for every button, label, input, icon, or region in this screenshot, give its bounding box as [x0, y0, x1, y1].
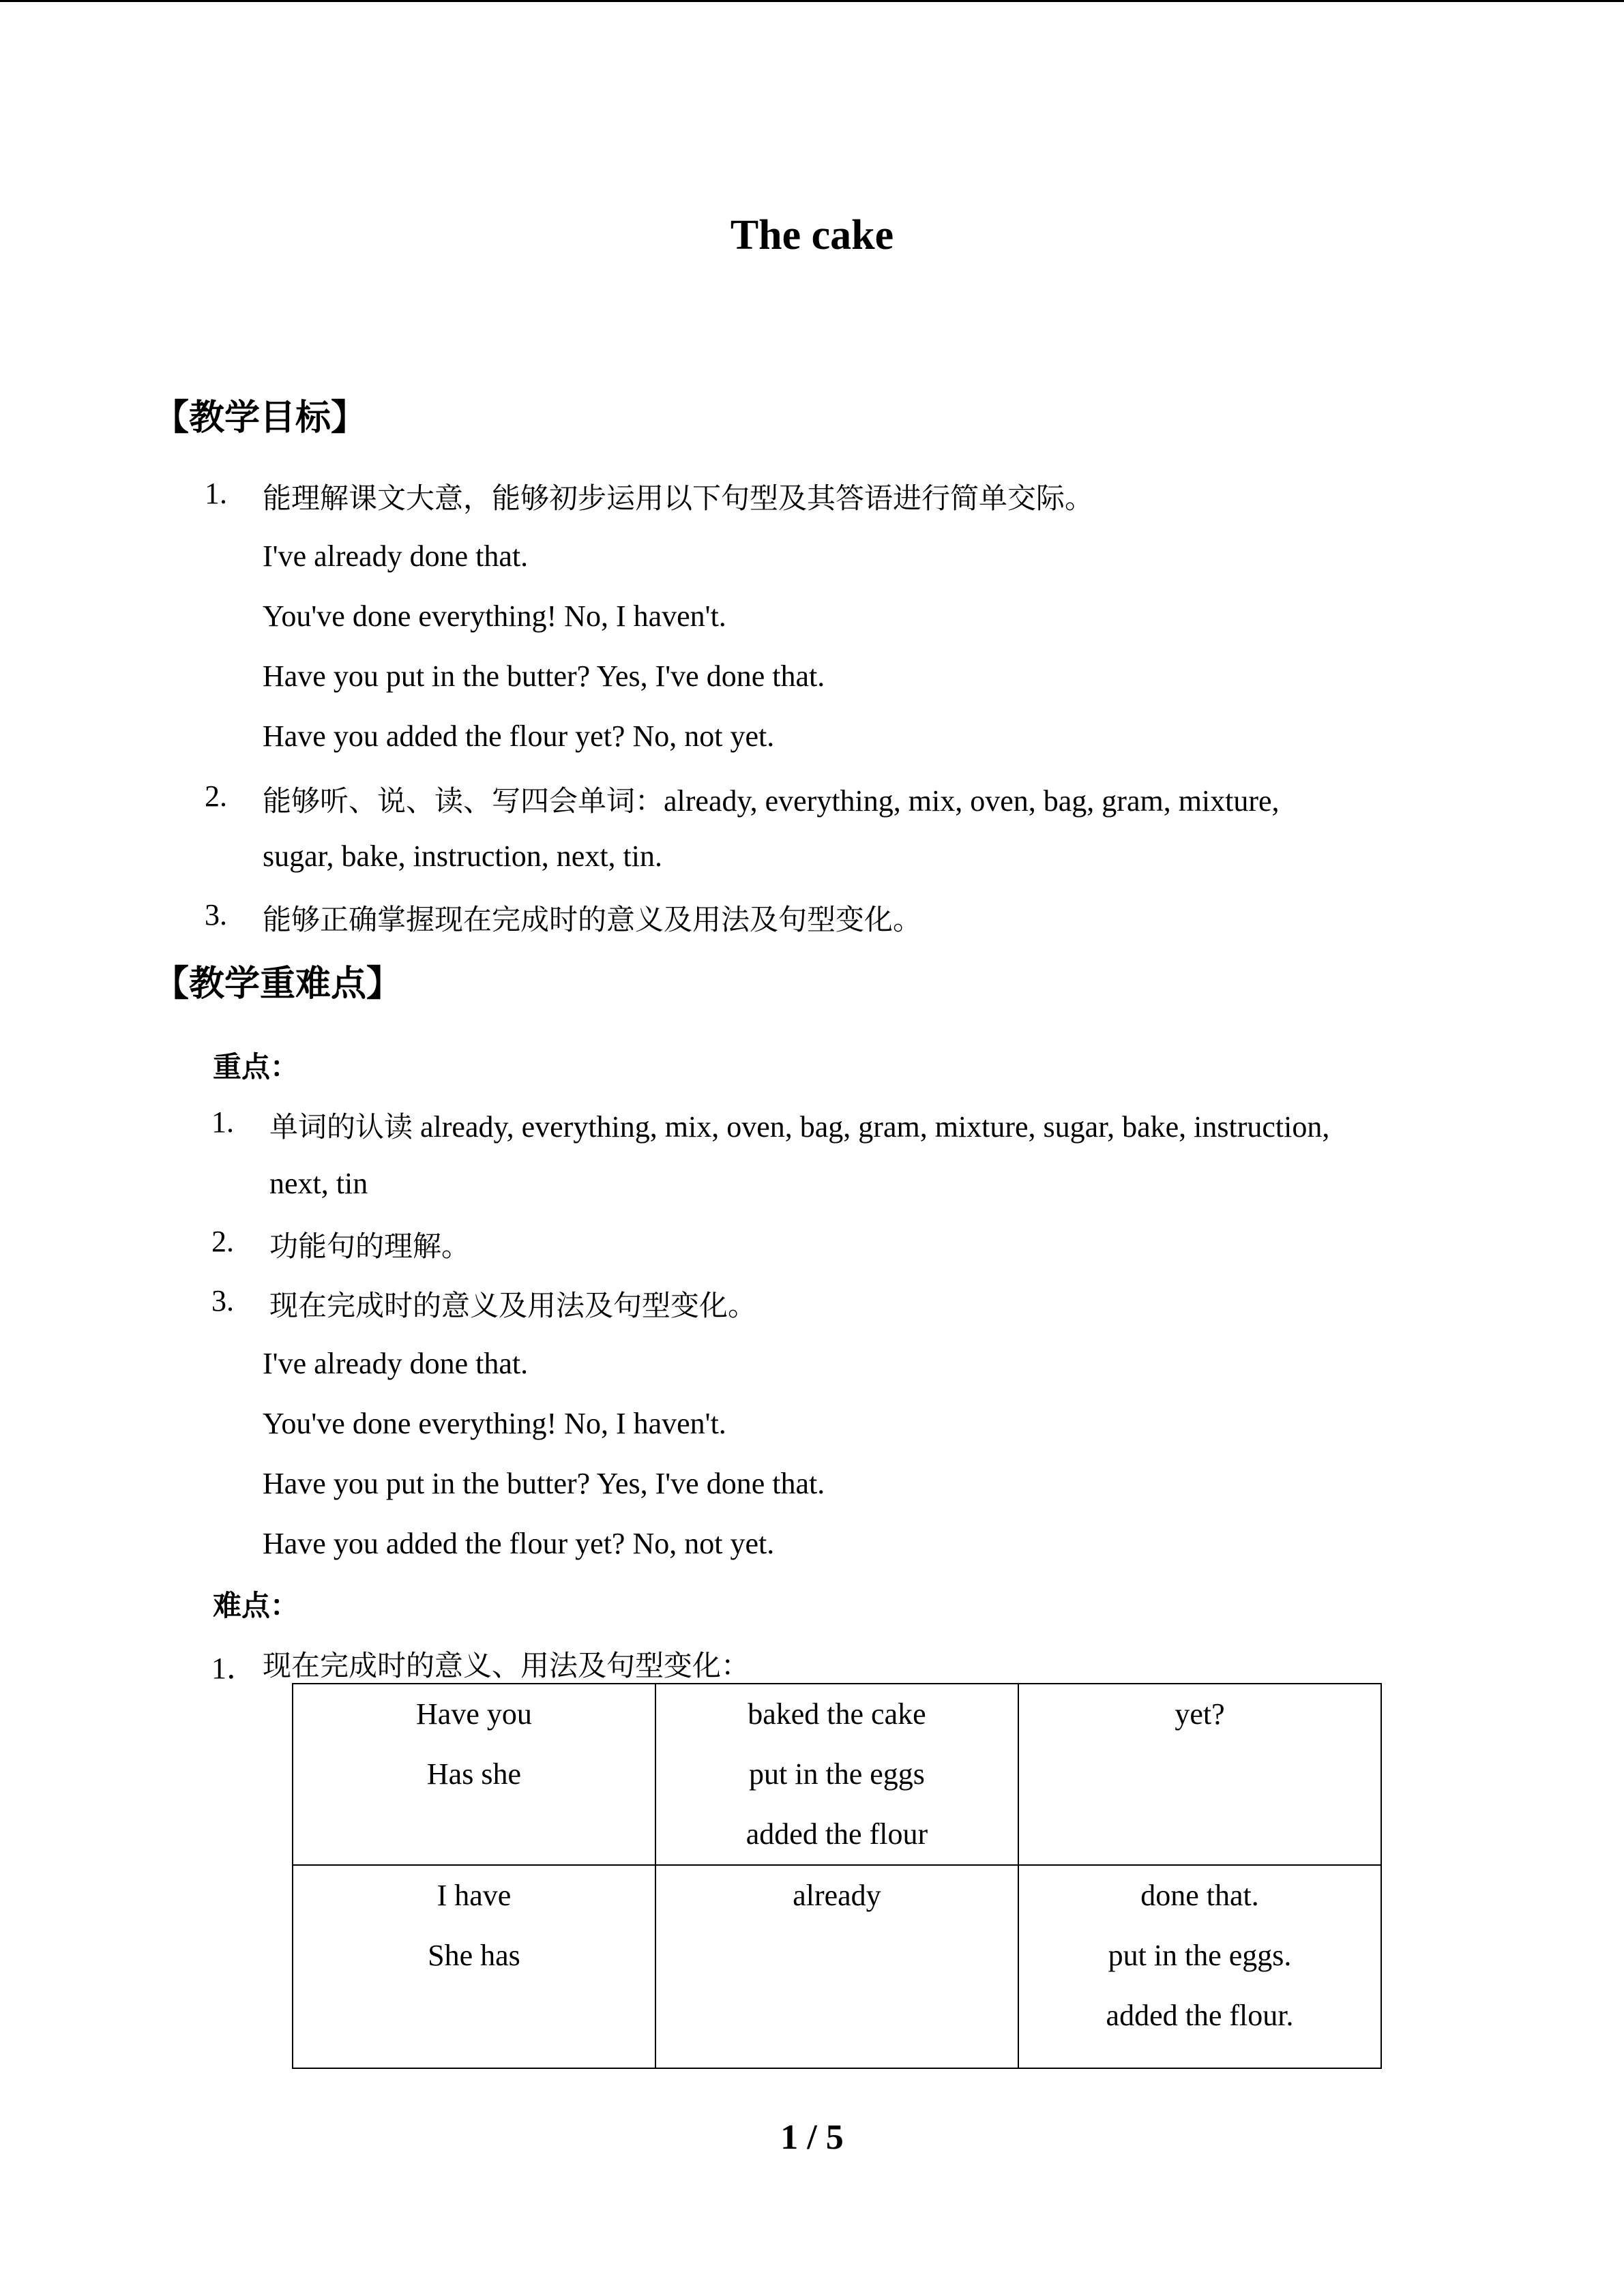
table-row [293, 1684, 1381, 1865]
table-row [293, 1865, 1381, 2068]
focus-text [269, 1105, 1329, 1146]
objective-example: I've already done that. [263, 539, 529, 573]
cell-line: added the flour. [1106, 1999, 1294, 2032]
focus-example: I've already done that. [263, 1347, 529, 1380]
objective-text-continuation: sugar, bake, instruction, next, tin. [263, 839, 663, 873]
cell-line: already [793, 1879, 881, 1912]
table-cell [1018, 1865, 1381, 2068]
focus-number: 2. [211, 1225, 234, 1258]
cell-line: baked the cake [748, 1697, 926, 1731]
focus-text-continuation: next, tin [269, 1167, 368, 1200]
focus-label: 重点： [213, 1050, 299, 1084]
page-title: The cake [730, 212, 894, 258]
cell-line: Have you [416, 1697, 532, 1731]
focus-example: Have you put in the butter? Yes, I've done that. [263, 1467, 825, 1500]
table-cell [293, 1684, 655, 1865]
cell-line: She has [428, 1939, 520, 1972]
section-heading-objectives: 【教学目标】 [153, 397, 367, 438]
cell-line: Has she [426, 1757, 521, 1791]
objective-number: 2. [205, 779, 227, 813]
difficulty-text: 现在完成时的意义、用法及句型变化： [263, 1649, 750, 1682]
objective-number: 3. [205, 898, 227, 931]
objective-text-en: already, everything, mix, oven, bag, gram, mixture, [664, 784, 1280, 818]
focus-number: 3. [211, 1284, 234, 1317]
objective-text: 能够正确掌握现在完成时的意义及用法及句型变化。 [263, 903, 922, 936]
cell-line: I have [437, 1879, 512, 1912]
objective-example: Have you added the flour yet? No, not yet. [263, 719, 775, 753]
focus-number: 1. [211, 1105, 234, 1139]
objective-example: Have you put in the butter? Yes, I've done that. [263, 659, 825, 693]
focus-text: 现在完成时的意义及用法及句型变化。 [269, 1289, 757, 1322]
objective-text-cn: 能够听、说、读、写四会单词： [263, 784, 664, 818]
table-cell [655, 1865, 1018, 2068]
top-border-rule [0, 0, 1624, 2]
focus-text-en: already, everything, mix, oven, bag, gram, mixture, sugar, bake, instruction, [420, 1110, 1330, 1144]
focus-example: Have you added the flour yet? No, not yet. [263, 1527, 775, 1560]
table-cell [1018, 1684, 1381, 1865]
table-cell [293, 1865, 655, 2068]
cell-line: put in the eggs [749, 1757, 925, 1791]
focus-text: 功能句的理解。 [269, 1229, 471, 1263]
cell-line: put in the eggs. [1108, 1939, 1292, 1972]
page-number: 1 / 5 [780, 2118, 844, 2157]
cell-line: yet? [1175, 1697, 1225, 1731]
table-cell [655, 1684, 1018, 1865]
objective-text [263, 779, 1280, 820]
objective-text: 能理解课文大意，能够初步运用以下句型及其答语进行简单交际。 [263, 481, 1094, 515]
difficulty-number: 1． [211, 1652, 256, 1685]
objective-number: 1. [205, 477, 227, 510]
focus-text-cn: 单词的认读 [269, 1110, 413, 1144]
objective-example: You've done everything! No, I haven't. [263, 599, 726, 633]
difficulty-label: 难点： [213, 1589, 299, 1622]
cell-line: added the flour [745, 1817, 928, 1851]
cell-line: done that. [1140, 1879, 1259, 1912]
section-heading-key-points: 【教学重难点】 [153, 963, 402, 1004]
focus-example: You've done everything! No, I haven't. [263, 1407, 726, 1440]
grammar-table [292, 1683, 1382, 2069]
